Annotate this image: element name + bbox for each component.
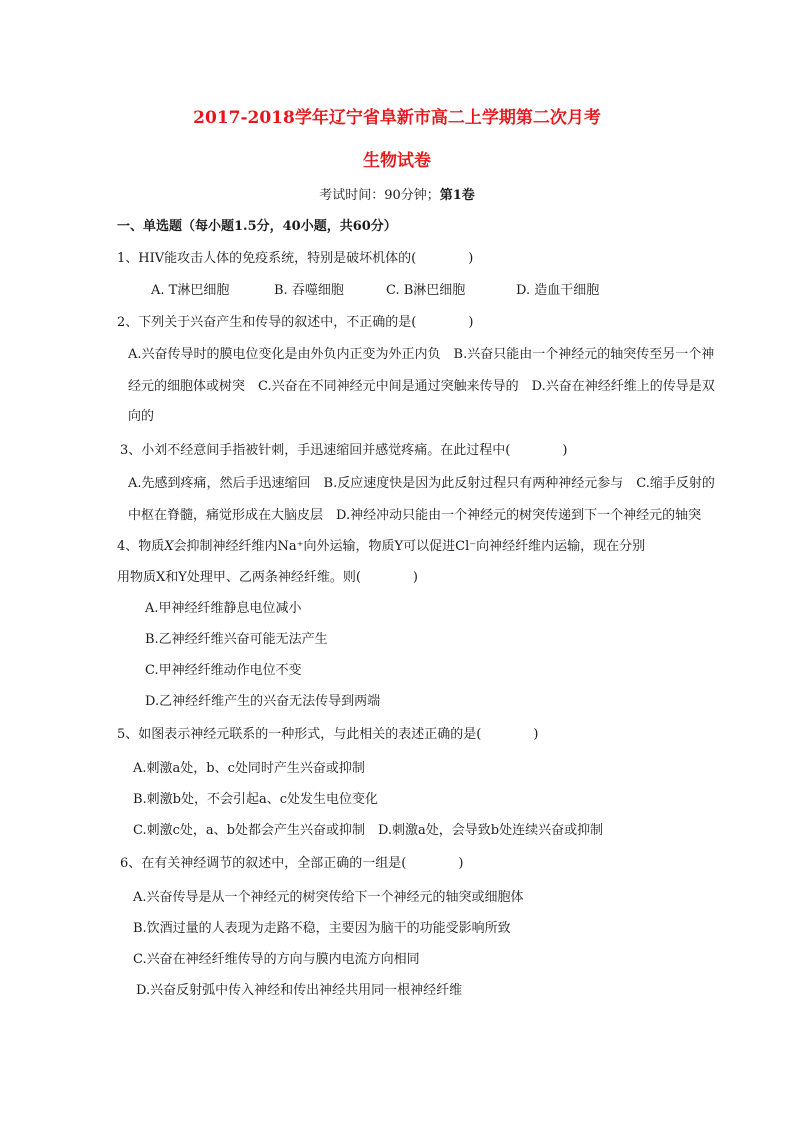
question-4-option-d: D.乙神经纤维产生的兴奋无法传导到两端 xyxy=(145,694,381,709)
question-4-option-a: A.甲神经纤维静息电位减小 xyxy=(145,601,302,616)
volume-label: 第1卷 xyxy=(439,188,475,203)
exam-info xyxy=(0,188,794,204)
question-2-line-1: A.兴奋传导时的膜电位变化是由外负内正变为外正内负 B.兴奋只能由一个神经元的轴突传至另一个神 xyxy=(128,347,715,362)
question-1-option-d: D. 造血干细胞 xyxy=(516,283,600,298)
question-4-option-b: B.乙神经纤维兴奋可能无法产生 xyxy=(145,632,328,647)
exam-time: 考试时间：90分钟； xyxy=(319,188,440,203)
question-3-line-1: A.先感到疼痛，然后手迅速缩回 B.反应速度快是因为此反射过程只有两种神经元参与 C.缩手反射的 xyxy=(128,476,715,491)
question-4-stem xyxy=(117,539,645,555)
question-6-line-2: B.饮酒过量的人表现为走路不稳，主要因为脑干的功能受影响所致 xyxy=(133,921,511,936)
question-3-line-2: 中枢在脊髓，痛觉形成在大脑皮层 D.神经冲动只能由一个神经元的树突传递到下一个神经元的轴突 xyxy=(128,508,702,523)
question-1-option-c: C. B淋巴细胞 xyxy=(386,283,466,298)
section-heading: 一、单选题（每小题1.5分，40小题，共60分） xyxy=(117,219,397,234)
question-4-stem-x: X xyxy=(164,539,174,554)
question-6-line-1: A.兴奋传导是从一个神经元的树突传给下一个神经元的轴突或细胞体 xyxy=(133,890,524,905)
question-5-line-3: C.刺激c处，a、b处都会产生兴奋或抑制 D.刺激a处，会导致b处连续兴奋或抑制 xyxy=(133,823,604,838)
question-4-stem-a: 4、物质 xyxy=(117,539,165,554)
question-6-line-4: D.兴奋反射弧中传入神经和传出神经共用同一根神经纤维 xyxy=(136,983,463,998)
question-6-stem: 6、在有关神经调节的叙述中，全部正确的一组是( ) xyxy=(120,856,464,871)
question-2-stem: 2、下列关于兴奋产生和传导的叙述中，不正确的是( ) xyxy=(117,315,474,330)
question-4-stem-2: 用物质X和Y处理甲、乙两条神经纤维。则( ) xyxy=(117,570,418,585)
exam-subtitle: 生物试卷 xyxy=(363,151,431,171)
question-5-line-1: A.刺激a处，b、c处同时产生兴奋或抑制 xyxy=(133,761,365,776)
question-2-line-3: 向的 xyxy=(128,409,155,424)
question-1-option-a: A. T淋巴细胞 xyxy=(151,283,230,298)
question-2-line-2: 经元的细胞体或树突 C.兴奋在不同神经元中间是通过突触来传导的 D.兴奋在神经纤维上的传导是双 xyxy=(128,379,715,394)
question-4-option-c: C.甲神经纤维动作电位不变 xyxy=(145,663,302,678)
question-4-stem-b: 会抑制神经纤维内Na⁺向外运输，物质Y可以促进Cl⁻向神经纤维内运输，现在分别 xyxy=(173,539,646,554)
question-5-stem: 5、如图表示神经元联系的一种形式，与此相关的表述正确的是( ) xyxy=(117,727,539,742)
question-3-stem: 3、小刘不经意间手指被针刺，手迅速缩回并感觉疼痛。在此过程中( ) xyxy=(120,443,568,458)
question-1-stem: 1、HIV能攻击人体的免疫系统，特别是破坏机体的( ) xyxy=(117,251,474,266)
question-6-line-3: C.兴奋在神经纤维传导的方向与膜内电流方向相同 xyxy=(133,952,420,967)
exam-title: 2017-2018学年辽宁省阜新市高二上学期第二次月考 xyxy=(193,108,601,128)
question-1-option-b: B. 吞噬细胞 xyxy=(274,283,344,298)
question-5-line-2: B.刺激b处，不会引起a、c处发生电位变化 xyxy=(133,792,379,807)
